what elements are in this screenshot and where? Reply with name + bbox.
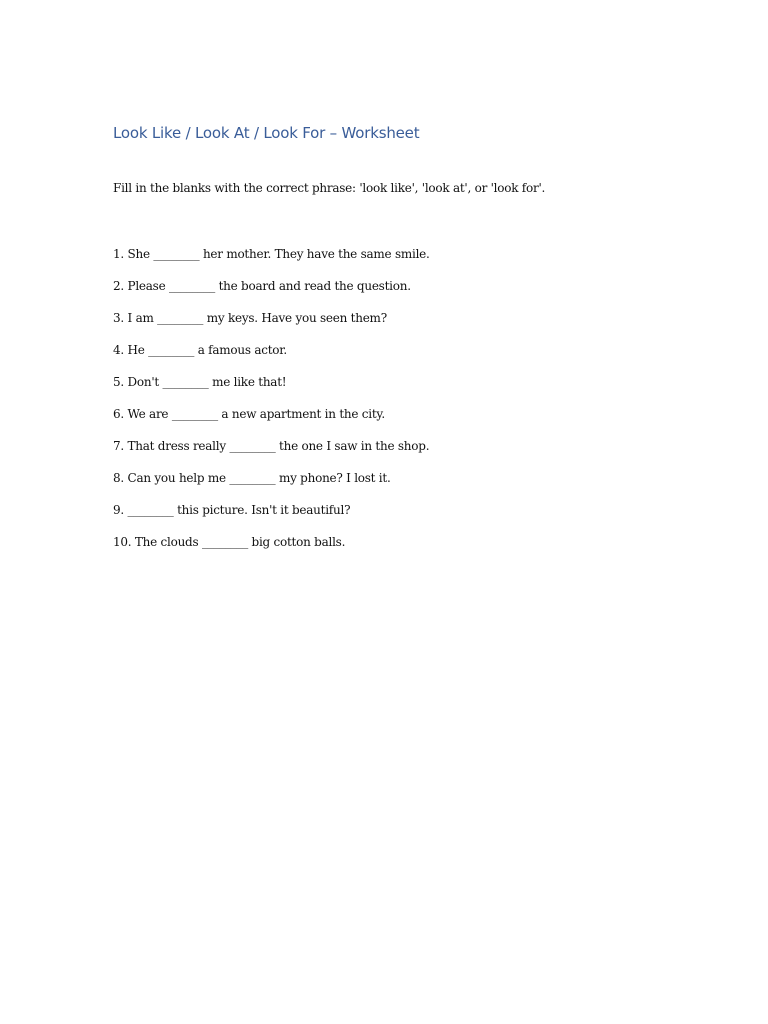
question-list bbox=[113, 245, 430, 565]
question-item: 1. She ________ her mother. They have the same smile. bbox=[113, 247, 430, 261]
question-item: 5. Don't ________ me like that! bbox=[113, 375, 287, 389]
instructions-text: Fill in the blanks with the correct phrase: 'look like', 'look at', or 'look for'. bbox=[113, 181, 546, 195]
question-item: 3. I am ________ my keys. Have you seen them? bbox=[113, 311, 387, 325]
question-item: 7. That dress really ________ the one I saw in the shop. bbox=[113, 439, 430, 453]
worksheet-title: Look Like / Look At / Look For – Worksheet bbox=[113, 124, 420, 142]
question-item: 4. He ________ a famous actor. bbox=[113, 343, 287, 357]
question-item: 6. We are ________ a new apartment in the city. bbox=[113, 407, 385, 421]
question-item: 2. Please ________ the board and read the question. bbox=[113, 279, 411, 293]
question-item: 9. ________ this picture. Isn't it beautiful? bbox=[113, 503, 351, 517]
question-item: 8. Can you help me ________ my phone? I lost it. bbox=[113, 471, 391, 485]
question-item: 10. The clouds ________ big cotton balls. bbox=[113, 535, 346, 549]
